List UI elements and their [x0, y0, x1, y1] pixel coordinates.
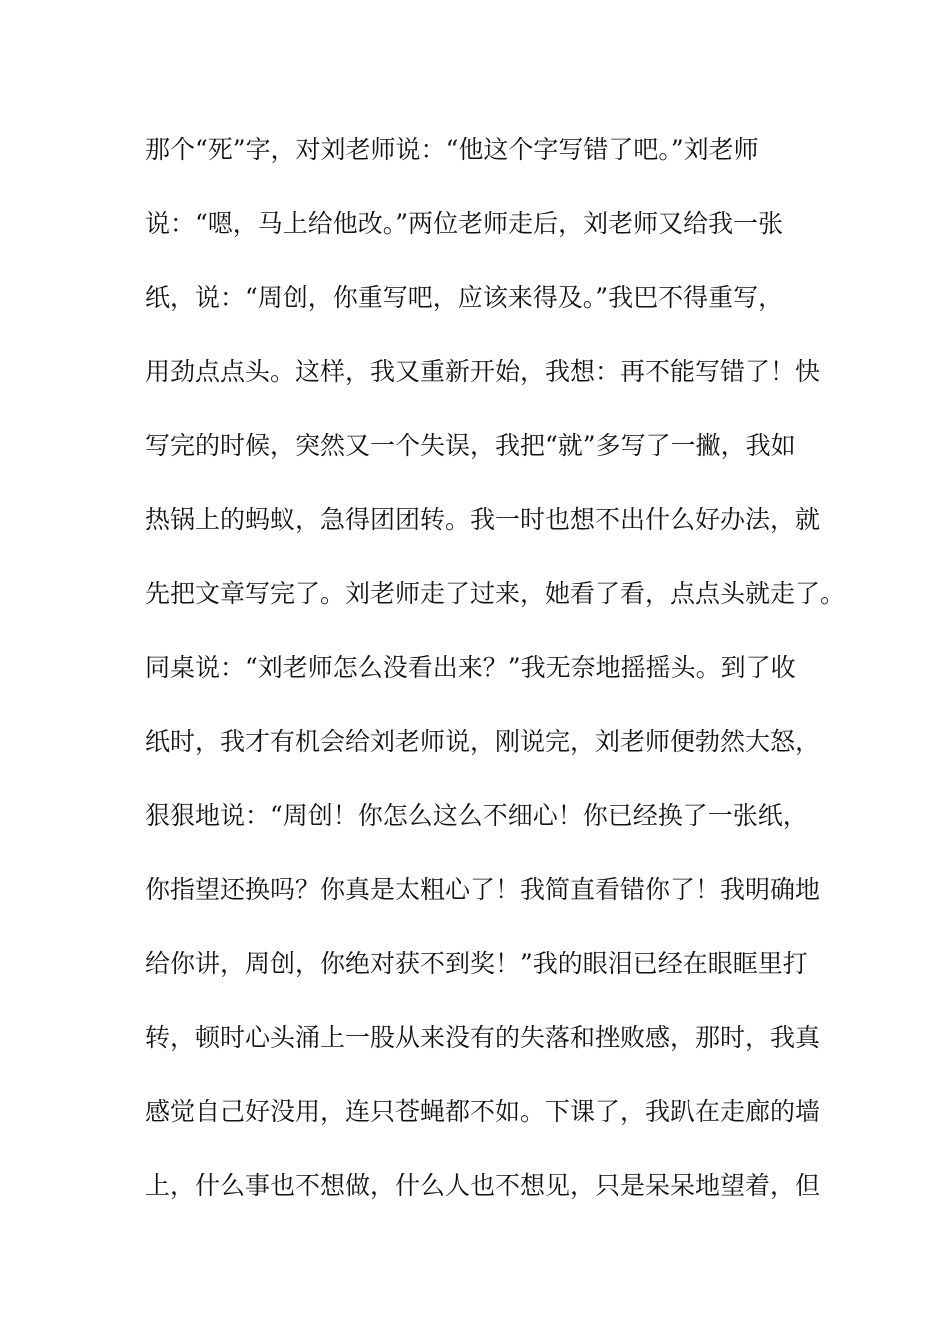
text-line-7: 先把文章写完了。刘老师走了过来，她看了看，点点头就走了。 — [145, 579, 846, 608]
text-line-10: 狠狠地说：“周创！你怎么这么不细心！你已经换了一张纸， — [145, 801, 808, 830]
text-line-1: 那个“死”字，对刘老师说：“他这个字写错了吧。”刘老师 — [145, 135, 759, 164]
text-line-2: 说：“嗯，马上给他改。”两位老师走后，刘老师又给我一张 — [145, 209, 784, 238]
text-line-8: 同桌说：“刘老师怎么没看出来？”我无奈地摇摇头。到了收 — [145, 653, 796, 682]
text-line-4: 用劲点点头。这样，我又重新开始，我想：再不能写错了！快 — [145, 357, 821, 386]
text-line-13: 转，顿时心头涌上一股从来没有的失落和挫败感，那时，我真 — [145, 1023, 821, 1052]
text-line-6: 热锅上的蚂蚁，急得团团转。我一时也想不出什么好办法，就 — [145, 505, 821, 534]
text-line-11: 你指望还换吗？你真是太粗心了！我简直看错你了！我明确地 — [145, 875, 821, 904]
text-line-14: 感觉自己好没用，连只苍蝇都不如。下课了，我趴在走廊的墙 — [145, 1097, 821, 1126]
text-line-3: 纸，说：“周创，你重写吧，应该来得及。”我巴不得重写， — [145, 283, 784, 312]
body-text — [145, 131, 845, 1241]
text-line-15: 上，什么事也不想做，什么人也不想见，只是呆呆地望着，但 — [145, 1171, 821, 1200]
text-line-12: 给你讲，周创，你绝对获不到奖！”我的眼泪已经在眼眶里打 — [145, 949, 808, 978]
text-line-5: 写完的时候，突然又一个失误，我把“就”多写了一撇，我如 — [145, 431, 796, 460]
text-line-9: 纸时，我才有机会给刘老师说，刚说完，刘老师便勃然大怒， — [145, 727, 821, 756]
